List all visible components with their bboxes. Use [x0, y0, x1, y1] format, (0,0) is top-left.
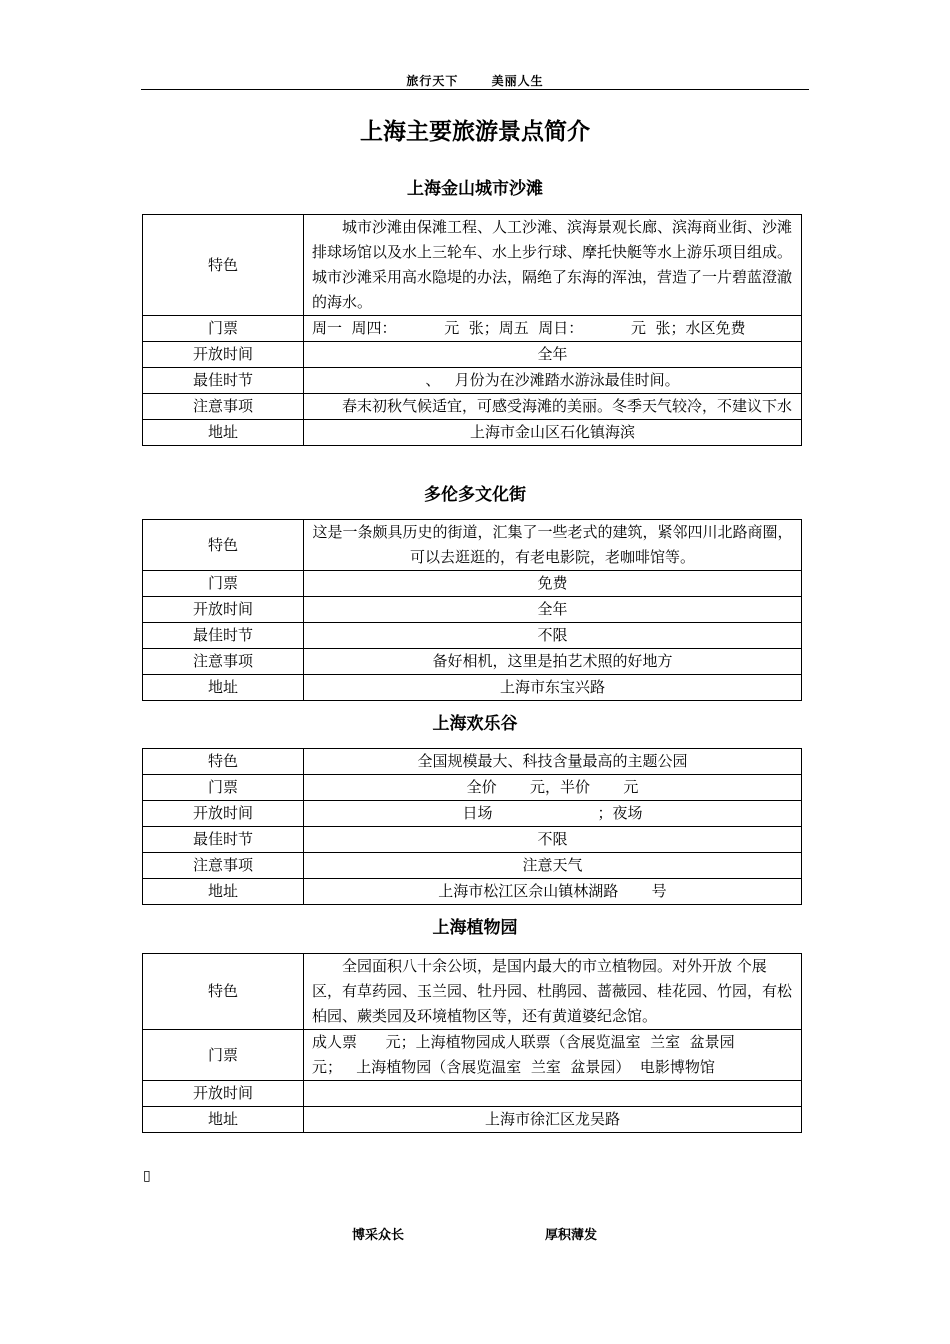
table-row — [143, 675, 802, 701]
row-value: 上海市金山区石化镇海滨 — [304, 420, 802, 446]
row-label: 开放时间 — [143, 342, 304, 368]
table-row — [143, 1081, 802, 1107]
footer-left-text: 博采众长 — [352, 1228, 405, 1243]
table-row — [143, 801, 802, 827]
table-row — [143, 1107, 802, 1133]
row-label: 门票 — [143, 775, 304, 801]
row-value: 上海市松江区佘山镇林湖路 号 — [304, 879, 802, 905]
table-row — [143, 316, 802, 342]
row-value: 周一 周四： 元 张；周五 周日： 元 张；水区免费 — [304, 316, 802, 342]
table-row — [143, 368, 802, 394]
table-row — [143, 215, 802, 316]
row-value: 上海市东宝兴路 — [304, 675, 802, 701]
table-row — [143, 649, 802, 675]
row-label: 开放时间 — [143, 597, 304, 623]
table-row — [143, 342, 802, 368]
table-row — [143, 853, 802, 879]
row-label: 最佳时节 — [143, 368, 304, 394]
row-label: 特色 — [143, 215, 304, 316]
row-value: 全年 — [304, 597, 802, 623]
row-value: 免费 — [304, 571, 802, 597]
table-row — [143, 954, 802, 1030]
row-label: 特色 — [143, 749, 304, 775]
row-value: 成人票 元；上海植物园成人联票（含展览温室 兰室 盆景园 元； 上海植物园（含展览温室 兰室 盆景园） 电影博物馆 — [304, 1030, 802, 1081]
row-label: 门票 — [143, 571, 304, 597]
row-value: 春末初秋气候适宜，可感受海滩的美丽。冬季天气较冷，不建议下水 — [304, 394, 802, 420]
row-label: 开放时间 — [143, 1081, 304, 1107]
row-value: 不限 — [304, 623, 802, 649]
row-value: 不限 — [304, 827, 802, 853]
row-value: 、 月份为在沙滩踏水游泳最佳时间。 — [304, 368, 802, 394]
section-title-duolun-street: 多伦多文化街 — [424, 485, 526, 505]
table-row — [143, 623, 802, 649]
row-value: 全园面积八十余公顷，是国内最大的市立植物园。对外开放 个展区，有草药园、玉兰园、牡丹园、杜鹃园、蔷薇园、桂花园、竹园，有松柏园、蕨类园及环境植物区等，还有黄道婆纪念馆。 — [304, 954, 802, 1030]
row-label: 最佳时节 — [143, 827, 304, 853]
row-label: 注意事项 — [143, 394, 304, 420]
row-label: 注意事项 — [143, 649, 304, 675]
row-value: 全年 — [304, 342, 802, 368]
row-value: 城市沙滩由保滩工程、人工沙滩、滨海景观长廊、滨海商业街、沙滩排球场馆以及水上三轮车、水上步行球、摩托快艇等水上游乐项目组成。城市沙滩采用高水隐堤的办法，隔绝了东海的浑浊，营造了一片碧蓝澄澈的海水。 — [304, 215, 802, 316]
row-value: 日场 ；夜场 — [304, 801, 802, 827]
header-right-text: 美丽人生 — [491, 74, 544, 88]
row-label: 特色 — [143, 954, 304, 1030]
row-label: 地址 — [143, 879, 304, 905]
row-value: 注意天气 — [304, 853, 802, 879]
info-table-happy-valley — [142, 748, 802, 905]
row-value: 备好相机，这里是拍艺术照的好地方 — [304, 649, 802, 675]
row-label: 门票 — [143, 316, 304, 342]
row-label: 地址 — [143, 420, 304, 446]
row-label: 特色 — [143, 520, 304, 571]
row-label: 地址 — [143, 675, 304, 701]
header-left-text: 旅行天下 — [406, 74, 459, 88]
row-value: 全国规模最大、科技含量最高的主题公园 — [304, 749, 802, 775]
footer-right-text: 厚积薄发 — [545, 1228, 598, 1243]
table-row — [143, 879, 802, 905]
row-value: 全价 元，半价 元 — [304, 775, 802, 801]
table-row — [143, 571, 802, 597]
row-value: 上海市徐汇区龙吴路 — [304, 1107, 802, 1133]
section-title-jinshan-beach: 上海金山城市沙滩 — [407, 179, 543, 199]
table-row — [143, 597, 802, 623]
section-title-botanical-garden: 上海植物园 — [432, 918, 518, 938]
row-value — [304, 1081, 802, 1107]
info-table-botanical-garden — [142, 953, 802, 1133]
page-title: 上海主要旅游景点简介 — [360, 119, 590, 145]
page-header — [141, 72, 809, 90]
table-row — [143, 520, 802, 571]
section-title-happy-valley: 上海欢乐谷 — [432, 714, 518, 734]
table-row — [143, 827, 802, 853]
table-row — [143, 749, 802, 775]
info-table-jinshan-beach — [142, 214, 802, 446]
table-row — [143, 775, 802, 801]
header-divider — [141, 89, 809, 90]
row-label: 地址 — [143, 1107, 304, 1133]
row-label: 最佳时节 — [143, 623, 304, 649]
row-label: 开放时间 — [143, 801, 304, 827]
row-label: 注意事项 — [143, 853, 304, 879]
table-row — [143, 394, 802, 420]
info-table-duolun-street — [142, 519, 802, 701]
page-footer — [141, 1224, 809, 1244]
row-value: 这是一条颇具历史的街道，汇集了一些老式的建筑，紧邻四川北路商圈，可以去逛逛的，有老电影院，老咖啡馆等。 — [304, 520, 802, 571]
table-row — [143, 420, 802, 446]
table-row — [143, 1030, 802, 1081]
stray-glyph: ▯ — [143, 1168, 151, 1184]
row-label: 门票 — [143, 1030, 304, 1081]
